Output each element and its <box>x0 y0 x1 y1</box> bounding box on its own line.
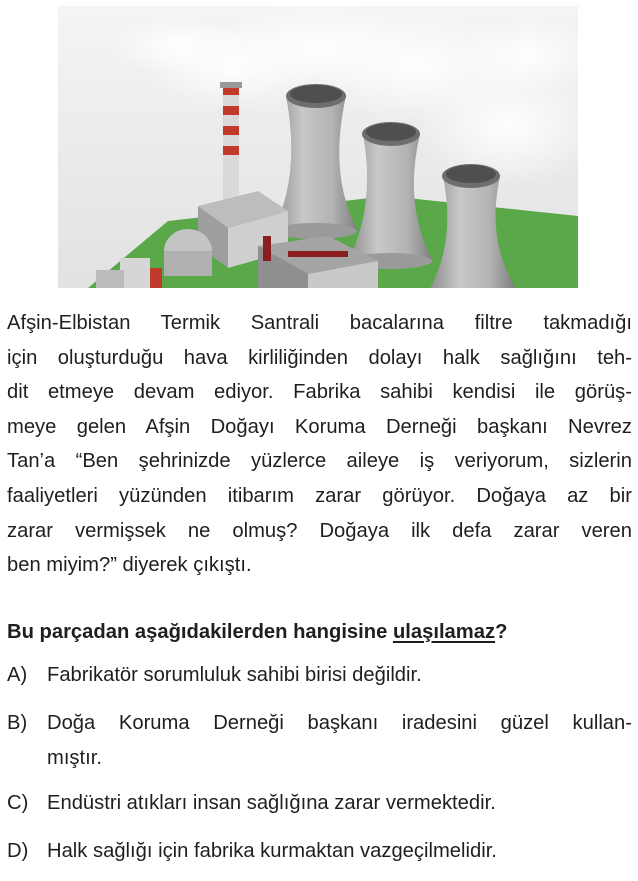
option-letter: D) <box>7 840 29 862</box>
option-letter: C) <box>7 792 29 814</box>
chimney <box>220 82 242 211</box>
passage-line: dit etmeye devam ediyor. Fabrika sahibi kendisi ile görüş- <box>7 381 632 404</box>
option-text: Doğa Koruma Derneği başkanı iradesini güzel kullan- <box>47 712 632 734</box>
option-text: Halk sağlığı için fabrika kurmaktan vazgeçilmelidir. <box>47 840 497 862</box>
passage-line: ben miyim?” diyerek çıkıştı. <box>7 554 252 577</box>
option-letter: B) <box>7 712 28 734</box>
passage-line: zarar vermişsek ne olmuş? Doğaya ilk defa zarar veren <box>7 519 632 542</box>
question-prefix: Bu parçadan aşağıdakilerden hangisine <box>7 621 393 643</box>
question-text <box>7 617 507 647</box>
passage-line: Tan’a “Ben şehrinizde yüzlerce aileye iş veriyorum, sizlerin <box>7 450 632 473</box>
passage-line: meye gelen Afşin Doğayı Koruma Derneği başkanı Nevrez <box>7 415 632 438</box>
option-text: Fabrikatör sorumluluk sahibi birisi değildir. <box>47 664 422 686</box>
power-plant-illustration <box>58 6 578 288</box>
passage-line: için oluşturduğu hava kirliliğinden dolayı halk sağlığını teh- <box>7 346 632 369</box>
option-text: Endüstri atıkları insan sağlığına zarar vermektedir. <box>47 792 496 814</box>
passage-line: faaliyetleri yüzünden itibarım zarar görüyor. Doğaya az bir <box>7 484 632 507</box>
power-plant-image <box>58 6 578 288</box>
passage-text <box>7 306 632 583</box>
option-letter: A) <box>7 664 28 686</box>
question-suffix: ? <box>495 621 508 643</box>
question-emphasis: ulaşılamaz <box>392 621 496 643</box>
passage-line: Afşin-Elbistan Termik Santrali bacalarına filtre takmadığı <box>7 312 632 334</box>
option-text: mıştır. <box>47 746 102 769</box>
